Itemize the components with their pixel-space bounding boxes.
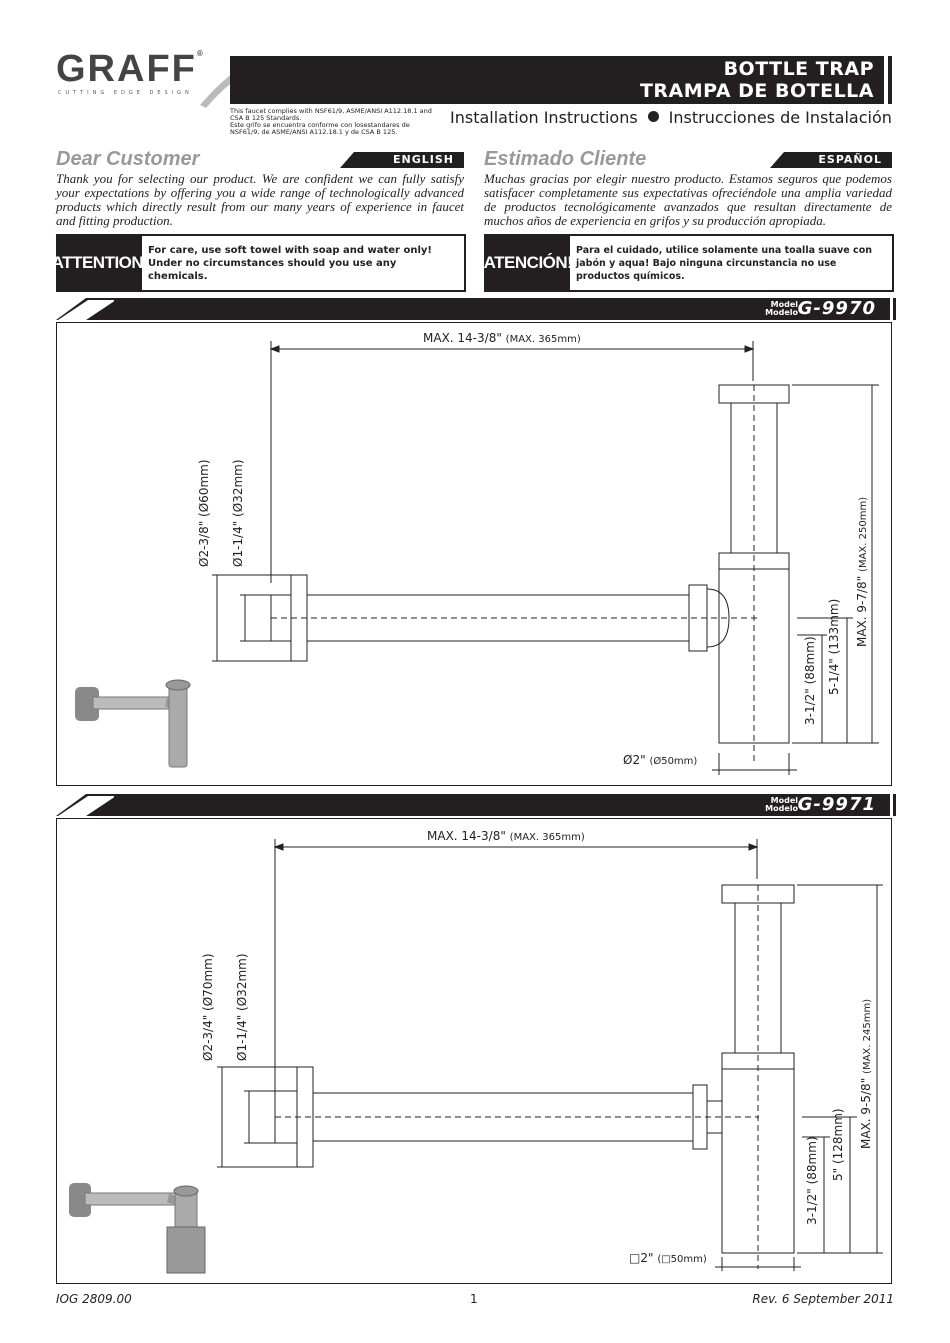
model-bar-g9971 <box>56 794 890 816</box>
spanish-body: Muchas gracias por elegir nuestro producto. Estamos seguros que podemos satisfacer completamente sus expectativas ofreciéndole una amplia variedad de productos tecnológicamente avanzados que resultan directamente de muchos años de experiencia en grifos y su producción apropiada. <box>484 171 892 228</box>
english-badge-wrap <box>340 152 464 168</box>
model-label: Model Modelo <box>765 796 798 813</box>
compliance-note: This faucet complies with NSF61/9, ASME/ANSI A112.18.1 and CSA B 125 Standards. Este grifo se encuentra conforme con losestandares de NSF61/9, de ASME/ANSI A112.18.1 y de CSA B 125. <box>230 107 432 136</box>
model-label: Model Modelo <box>765 300 798 317</box>
dim-flange: Ø2-3/4" (Ø70mm) <box>201 953 215 1061</box>
title-spanish: TRAMPA DE BOTELLA <box>639 80 874 102</box>
model-bar-g9970 <box>56 298 890 320</box>
dim-flange: Ø2-3/8" (Ø60mm) <box>197 459 211 567</box>
bullet-icon <box>648 111 659 122</box>
dim-low: 3-1/2" (88mm) <box>805 1136 819 1225</box>
diagram-panel-g9971 <box>56 818 892 1284</box>
product-photo-g9971 <box>69 1183 205 1273</box>
spanish-badge: ESPAÑOL <box>818 153 882 166</box>
dim-base: Ø2" (Ø50mm) <box>623 753 698 767</box>
document-number: IOG 2809.00 <box>56 1292 132 1306</box>
estimado-cliente-heading: Estimado Cliente <box>484 148 647 170</box>
attention-box-english <box>51 234 466 292</box>
attention-label: ATTENTION! <box>58 236 142 290</box>
logo-tagline: CUTTING EDGE DESIGN <box>58 90 193 96</box>
spanish-badge-wrap <box>770 152 892 168</box>
dim-mid: 5" (128mm) <box>831 1108 845 1181</box>
product-photo-g9970 <box>75 680 190 767</box>
page-title <box>640 58 874 102</box>
dim-height: MAX. 9-5/8" (MAX. 245mm) <box>859 998 873 1149</box>
title-english: BOTTLE TRAP <box>723 58 874 80</box>
dim-pipe: Ø1-1/4" (Ø32mm) <box>231 459 245 567</box>
model-number: G-9971 <box>797 794 876 815</box>
dim-mid: 5-1/4" (133mm) <box>827 598 841 695</box>
english-body: Thank you for selecting our product. We are confident we can fully satisfy your expectations by offering you a wide range of technologically advanced products which directly result from our many years of experience in faucet and fitting production. <box>56 171 464 228</box>
dim-width: MAX. 14-3/8" (MAX. 365mm) <box>423 331 581 345</box>
atencion-label: ATENCIÓN! <box>486 236 570 290</box>
diagram-panel-g9970 <box>56 322 892 786</box>
installation-instructions: Installation Instructions Instrucciones de Instalación <box>450 108 892 127</box>
page-number: 1 <box>470 1292 478 1306</box>
dim-pipe: Ø1-1/4" (Ø32mm) <box>235 953 249 1061</box>
attention-box-spanish <box>484 234 894 292</box>
dim-low: 3-1/2" (88mm) <box>803 636 817 725</box>
revision-date: Rev. 6 September 2011 <box>752 1292 894 1306</box>
english-badge: ENGLISH <box>393 153 454 166</box>
atencion-text: Para el cuidado, utilice solamente una toalla suave con jabón y aqua! Bajo ninguna circunstancia no use productos químicos. <box>576 245 872 282</box>
header-accent <box>888 56 892 104</box>
bottle-trap-diagram-g9970 <box>57 323 891 785</box>
dim-base: □2" (□50mm) <box>629 1251 707 1265</box>
dim-width: MAX. 14-3/8" (MAX. 365mm) <box>427 829 585 843</box>
dear-customer-heading: Dear Customer <box>56 148 200 170</box>
attention-text: For care, use soft towel with soap and water only! Under no circumstances should you use any chemicals. <box>148 245 432 282</box>
graff-logo: GRAFF® <box>56 48 205 90</box>
bottle-trap-diagram-g9971 <box>57 819 891 1283</box>
dim-height: MAX. 9-7/8" (MAX. 250mm) <box>855 496 869 647</box>
model-number: G-9970 <box>797 298 876 319</box>
